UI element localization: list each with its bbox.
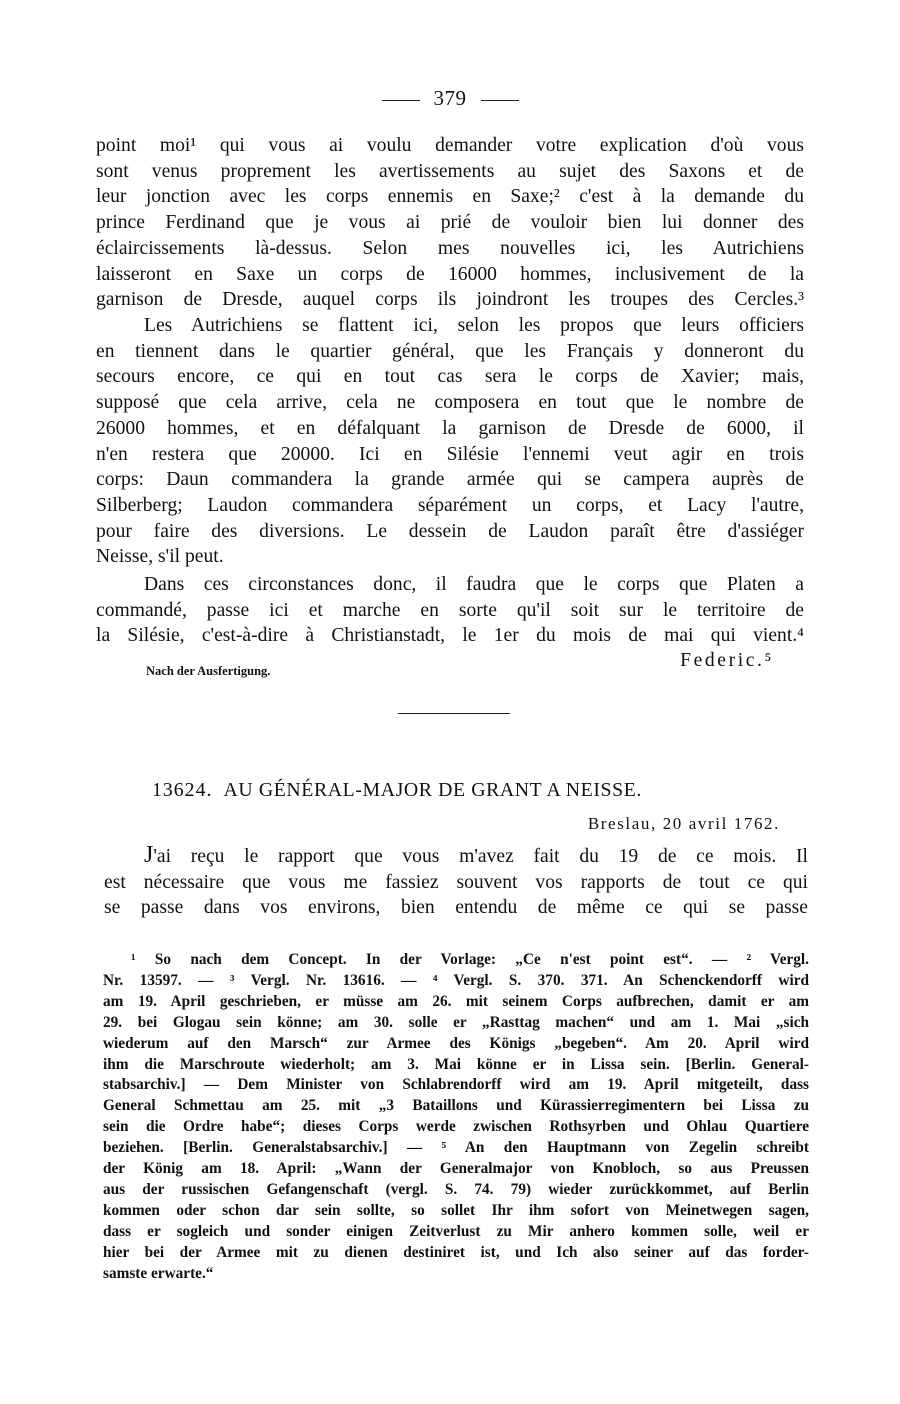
text-line: point moi¹ qui vous ai voulu demander votre explication d'où vous (96, 135, 804, 156)
text-line: corps: Daun commandera la grande armée qui se campera auprès de (96, 469, 804, 491)
text-line: leur jonction avec les corps ennemis en Saxe;² c'est à la demande du (96, 186, 804, 208)
text-line: prince Ferdinand que je vous ai prié de vouloir bien lui donner des (96, 212, 804, 234)
source-note: Nach der Ausfertigung. (146, 664, 271, 678)
letter-title: AU GÉNÉRAL-MAJOR DE GRANT A NEISSE. (223, 779, 642, 801)
page-header (0, 86, 900, 111)
letter-heading (152, 779, 642, 802)
footnote-line: ihm die Marschroute wiederholt; am 3. Mai könne er in Lissa sein. [Berlin. General- (103, 1055, 809, 1073)
text-line: Neisse, s'il peut. (96, 546, 224, 568)
footnote-line: aus der russischen Gefangenschaft (vergl. S. 74. 79) wieder zurückkommet, auf Berlin (103, 1180, 809, 1198)
paragraph-autrichiens (96, 313, 804, 570)
text-line: n'en restera que 20000. Ici en Silésie l'ennemi veut agir en trois (96, 443, 804, 465)
text-line: commandé, passe ici et marche en sorte qu'il soit sur le territoire de (96, 599, 804, 621)
text-line (104, 843, 808, 870)
text-line: éclaircissements là-dessus. Selon mes nouvelles ici, les Autrichiens (96, 237, 804, 259)
text-line: supposé que cela arrive, cela ne composera en tout que le nombre de (96, 392, 804, 414)
letter-number: 13624. (152, 779, 213, 801)
footnote-line: samste erwarte.“ (103, 1264, 214, 1282)
letter-body (104, 843, 808, 921)
footnote-line: dass er sogleich und sonder einigen Zeitverlust zu Mir anhero kommen solle, weil er (103, 1222, 809, 1240)
closing-row (96, 650, 804, 680)
text-line: en tiennent dans le quartier général, que les Français y donneront du (96, 340, 804, 362)
drop-cap: J (144, 842, 154, 868)
footnote-line: stabsarchiv.] — Dem Minister von Schlabrendorff wird am 19. April mitgeteilt, dass (103, 1076, 809, 1094)
text-line: pour faire des diversions. Le dessein de Laudon paraît être d'assiéger (96, 520, 804, 542)
text-line: 26000 hommes, et en défalquant la garnison de Dresde de 6000, il (96, 417, 804, 439)
letter-dateline: Breslau, 20 avril 1762. (587, 814, 780, 833)
text-line: Silberberg; Laudon commandera séparément un corps, et Lacy l'autre, (96, 494, 804, 516)
footnote-line: wiederum auf den Marsch“ zur Armee des Königs „begeben“. Am 20. April wird (103, 1034, 809, 1052)
footnotes (103, 950, 809, 1285)
text-line: Les Autrichiens se flattent ici, selon les propos que leurs officiers (144, 315, 804, 336)
text-line: la Silésie, c'est-à-dire à Christianstadt, le 1er du mois de mai qui vient.⁴ (96, 625, 804, 647)
header-rule-right (481, 100, 519, 101)
footnote-line: kommen oder schon dar sein sollte, so sollet Ihr ihm sofort von Meinetwegen sagen, (103, 1201, 809, 1219)
footnote-line: hier bei der Armee mit zu dienen destiniret ist, und Ich also seiner auf das forder- (103, 1243, 809, 1261)
page-number: 379 (433, 86, 467, 110)
footnote-line: der König am 18. April: „Wann der Generalmajor von Knobloch, so aus Preussen (103, 1160, 809, 1178)
text-line: secours encore, ce qui en tout cas sera le corps de Xavier; mais, (96, 366, 804, 388)
text-line: se passe dans vos environs, bien entendu de même ce qui se passe (104, 897, 808, 919)
letter-line-text: 'ai reçu le rapport que vous m'avez fait du 19 de ce mois. Il (153, 846, 808, 867)
footnote-line: beziehen. [Berlin. Generalstabsarchiv.] — ⁵ An den Hauptmann von Zegelin schreibt (103, 1139, 809, 1157)
text-line: garnison de Dresde, auquel corps ils joindront les troupes des Cercles.³ (96, 289, 804, 311)
footnote-line: Nr. 13597. — ³ Vergl. Nr. 13616. — ⁴ Vergl. S. 370. 371. An Schenckendorff wird (103, 971, 809, 989)
section-divider (398, 713, 510, 714)
footnote-line: sein die Ordre habe“; dieses Corps werde zwischen Rothsyrben und Ohlau Quartiere (103, 1118, 809, 1136)
paragraph-continuation (96, 133, 804, 313)
paragraph-circonstances (96, 572, 804, 649)
text-line: laisseront en Saxe un corps de 16000 hommes, inclusivement de la (96, 263, 804, 285)
footnote-line: 29. bei Glogau sein könne; am 30. solle er „Rasttag machen“ und am 1. Mai „sich (103, 1013, 809, 1031)
text-line: est nécessaire que vous me fassiez souvent vos rapports de tout ce qui (104, 871, 808, 893)
footnote-line: General Schmettau am 25. mit „3 Bataillons und Kürassierregimentern bei Lissa zu (103, 1097, 809, 1115)
text-line: sont venus proprement les avertissements au sujet des Saxons et de (96, 160, 804, 182)
text-line: Dans ces circonstances donc, il faudra que le corps que Platen a (144, 574, 804, 595)
footnote-line: am 19. April geschrieben, er müsse am 26. mit seinem Corps aufbrechen, damit er am (103, 992, 809, 1010)
signature: Federic.⁵ (680, 650, 774, 671)
header-rule-left (382, 100, 420, 101)
footnote-line: ¹ So nach dem Concept. In der Vorlage: „Ce n'est point est“. — ² Vergl. (131, 951, 809, 968)
